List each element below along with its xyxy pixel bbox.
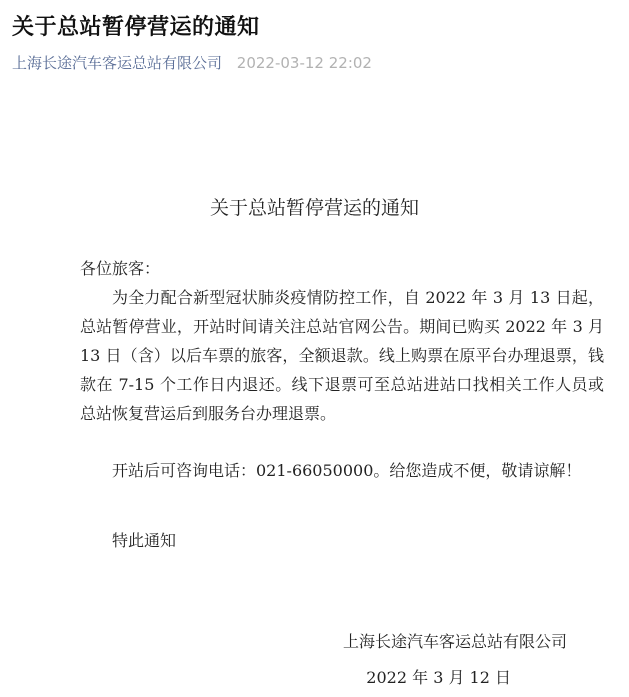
article-meta [12, 52, 372, 73]
notice-contact-paragraph: 开站后可咨询电话：021-66050000。给您造成不便，敬请谅解！ [112, 461, 582, 480]
notice-title: 关于总站暂停营运的通知 [209, 197, 419, 219]
publish-time: 2022-03-12 22:02 [236, 54, 372, 72]
notice-signature: 上海长途汽车客运总站有限公司 [342, 632, 567, 651]
notice-closing: 特此通知 [112, 531, 177, 550]
notice-body-paragraph: 为全力配合新型冠状肺炎疫情防控工作，自 2022 年 3 月 13 日起，总站暂停营业，开站时间请关注总站官网公告。期间已购买 2022 年 3 月 13 日（含）以后车票的旅客，全额退款。线上购票在原平台办理退票，钱款在 7-15 个工作日内退还。线下退票可至总站进站口找相关工作人员或总站恢复营运后到服务台办理退票。 [80, 288, 604, 423]
article-title: 关于总站暂停营运的通知 [12, 15, 260, 40]
publisher-link[interactable]: 上海长途汽车客运总站有限公司 [12, 54, 223, 72]
notice-date: 2022 年 3 月 12 日 [366, 668, 511, 687]
notice-salutation: 各位旅客： [80, 259, 161, 278]
